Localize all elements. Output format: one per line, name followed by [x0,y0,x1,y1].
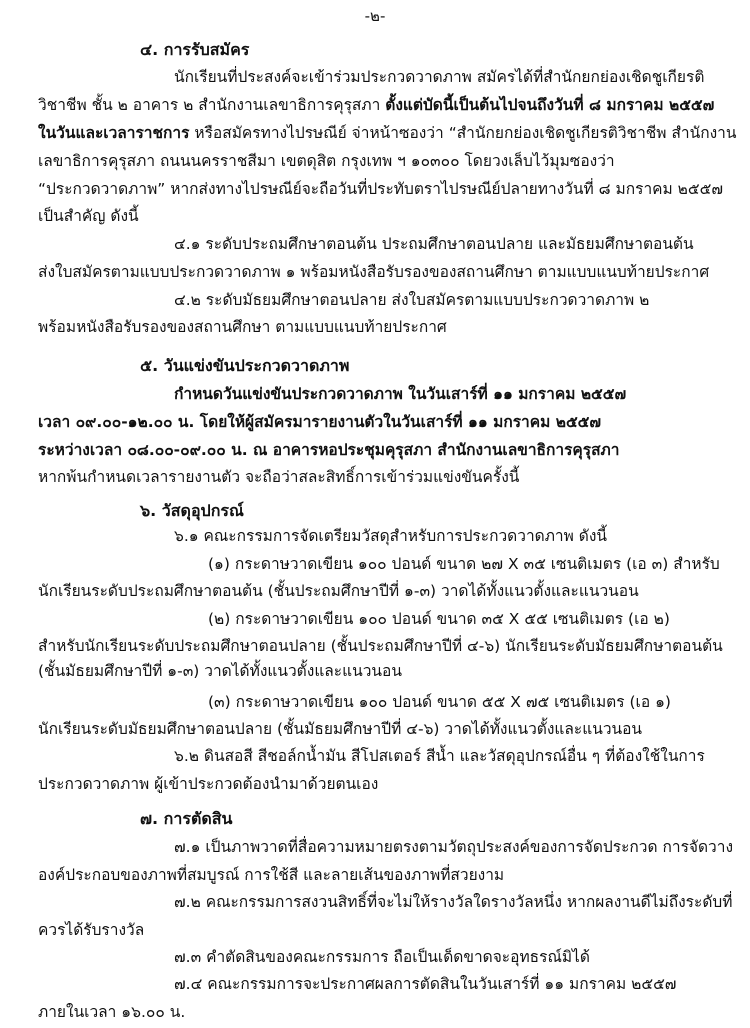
section-4-text: นักเรียนที่ประสงค์จะเข้าร่วมประกวดวาดภาพ สมัครได้ที่สำนักยกย่องเชิดชูเกียรติ [174,68,705,86]
judging-item-2: ๗.๒ คณะกรรมการสงวนสิทธิ์ที่จะไม่ให้รางวัลใดรางวัลหนึ่ง หากผลงานดีไม่ถึงระดับที่ [174,893,733,911]
section-5-text: กำหนดวันแข่งขันประกวดวาดภาพ ในวันเสาร์ที่ ๑๑ มกราคม ๒๕๕๗ [174,385,627,403]
text-segment: หรือสมัครทางไปรษณีย์ จ่าหน้าซองว่า “สำนักยกย่องเชิดชูเกียรติวิชาชีพ สำนักงาน [189,124,737,142]
section-4-item-2: ๔.๒ ระดับมัธยมศึกษาตอนปลาย ส่งใบสมัครตามแบบประกวดวาดภาพ ๒ [174,291,650,309]
section-4-item-1: ส่งใบสมัครตามแบบประกวดวาดภาพ ๑ พร้อมหนังสือรับรองของสถานศึกษา ตามแบบแนบท้ายประกาศ [38,263,710,281]
paper-item-2: (ชั้นมัธยมศึกษาปีที่ ๑-๓) วาดได้ทั้งแนวตั้งและแนวนอน [38,662,402,680]
section-4-heading: ๔. การรับสมัคร [140,40,250,59]
section-4-text [38,94,714,116]
section-4-text: เลขาธิการคุรุสภา ถนนนครราชสีมา เขตดุสิต กรุงเทพ ฯ ๑๐๓๐๐ โดยวงเล็บไว้มุมซองว่า [38,152,615,170]
section-6-heading: ๖. วัสดุอุปกรณ์ [140,501,244,520]
application-period: ตั้งแต่บัดนี้เป็นต้นไปจนถึงวันที่ ๘ มกราคม ๒๕๕๗ [385,96,715,114]
paper-item-3: (๓) กระดาษวาดเขียน ๑๐๐ ปอนด์ ขนาด ๕๕ X ๗๕ เซนติเมตร (เอ ๑) [208,693,671,711]
paper-item-3: นักเรียนระดับมัธยมศึกษาตอนปลาย (ชั้นมัธยมศึกษาปีที่ ๔-๖) วาดได้ทั้งแนวตั้งและแนวนอน [38,720,643,738]
text-segment: วิชาชีพ ชั้น ๒ อาคาร ๒ สำนักงานเลขาธิการคุรุสภา [38,96,386,114]
section-5-text: หากพ้นกำหนดเวลารายงานตัว จะถือว่าสละสิทธิ์การเข้าร่วมแข่งขันครั้งนี้ [38,468,520,486]
judging-item-4: ๗.๔ คณะกรรมการจะประกาศผลการตัดสินในวันเสาร์ที่ ๑๑ มกราคม ๒๕๕๗ [174,975,677,993]
section-4-text: “ประกวดวาดภาพ” หากส่งทางไปรษณีย์จะถือวันที่ประทับตราไปรษณีย์ปลายทางวันที่ ๘ มกราคม ๒๕๕๗ [38,180,724,198]
section-4-text [38,122,736,144]
section-5-text: ระหว่างเวลา ๐๘.๐๐-๐๙.๐๐ น. ณ อาคารหอประชุมคุรุสภา สำนักงานเลขาธิการคุรุสภา [38,441,620,459]
section-4-item-1: ๔.๑ ระดับประถมศึกษาตอนต้น ประถมศึกษาตอนปลาย และมัธยมศึกษาตอนต้น [174,235,694,253]
section-4-item-2: พร้อมหนังสือรับรองของสถานศึกษา ตามแบบแนบท้ายประกาศ [38,318,447,336]
section-5-heading: ๕. วันแข่งขันประกวดวาดภาพ [140,356,350,375]
section-6-sub-1: ๖.๑ คณะกรรมการจัดเตรียมวัสดุสำหรับการประกวดวาดภาพ ดังนี้ [174,527,608,545]
office-hours: ในวันและเวลาราชการ [38,124,190,142]
paper-item-2: สำหรับนักเรียนระดับประถมศึกษาตอนปลาย (ชั้นประถมศึกษาปีที่ ๔-๖) นักเรียนระดับมัธยมศึกษาตอนต้น [38,637,723,655]
judging-item-1: ๗.๑ เป็นภาพวาดที่สื่อความหมายตรงตามวัตถุประสงค์ของการจัดประกวด การจัดวาง [174,838,734,856]
paper-item-1: นักเรียนระดับประถมศึกษาตอนต้น (ชั้นประถมศึกษาปีที่ ๑-๓) วาดได้ทั้งแนวตั้งและแนวนอน [38,582,639,600]
section-6-sub-2: ประกวดวาดภาพ ผู้เข้าประกวดต้องนำมาด้วยตนเอง [38,775,379,793]
judging-item-3: ๗.๓ คำตัดสินของคณะกรรมการ ถือเป็นเด็ดขาดจะอุทธรณ์มิได้ [174,948,590,966]
judging-item-4: ภายในเวลา ๑๖.๐๐ น. [38,1003,186,1021]
paper-item-1: (๑) กระดาษวาดเขียน ๑๐๐ ปอนด์ ขนาด ๒๗ X ๓๕ เซนติเมตร (เอ ๓) สำหรับ [208,555,720,573]
judging-item-2: ควรได้รับรางวัล [38,921,145,939]
section-5-text: เวลา ๐๙.๐๐-๑๒.๐๐ น. โดยให้ผู้สมัครมารายงานตัวในวันเสาร์ที่ ๑๑ มกราคม ๒๕๕๗ [38,413,602,431]
judging-item-1: องค์ประกอบของภาพที่สมบูรณ์ การใช้สี และลายเส้นของภาพที่สวยงาม [38,866,505,884]
section-7-heading: ๗. การตัดสิน [140,809,233,828]
page-number: -๒- [364,7,386,25]
section-6-sub-2: ๖.๒ ดินสอสี สีชอล์กน้ำมัน สีโปสเตอร์ สีน้ำ และวัสดุอุปกรณ์อื่น ๆ ที่ต้องใช้ในการ [174,747,705,765]
paper-item-2: (๒) กระดาษวาดเขียน ๑๐๐ ปอนด์ ขนาด ๓๕ X ๕๕ เซนติเมตร (เอ ๒) [208,610,670,628]
section-4-text: เป็นสำคัญ ดังนี้ [38,207,139,225]
